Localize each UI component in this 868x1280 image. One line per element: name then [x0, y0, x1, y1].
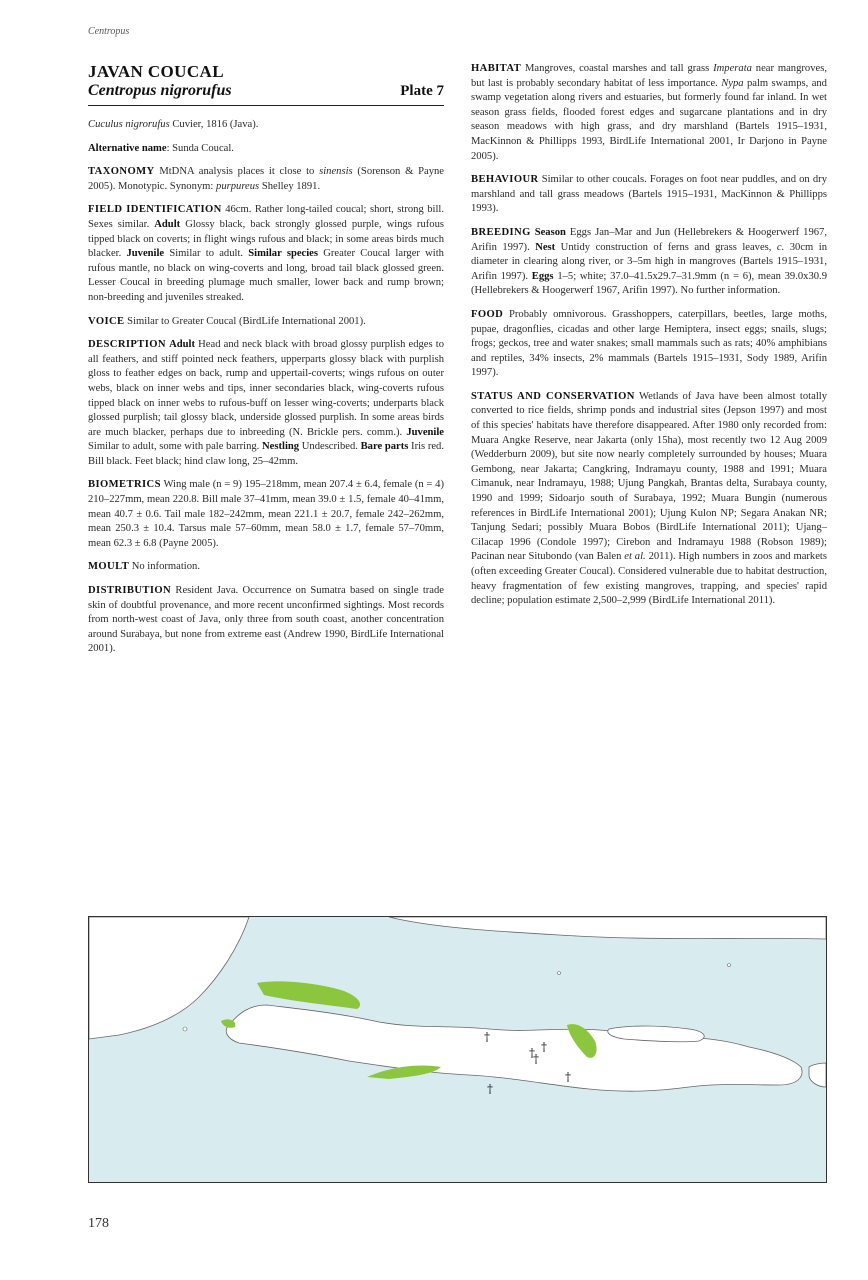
- field-id-label: Juvenile: [126, 248, 165, 260]
- alt-name-value: : Sunda Coucal.: [166, 142, 234, 154]
- distribution-text: Resident Java. Occurrence on Sumatra based on single trade skin of doubtful provenance, and more recent unconfirmed sightings. Most records from north-west coast of Java, only three from south coast, another concentration around Surabaya, but none from extreme east (Andrew 1990, BirdLife International 2001).: [88, 585, 444, 655]
- description-text: Iris red. Bill black. Feet black; hind claw long, 25–42mm.: [88, 441, 444, 467]
- island: [183, 1027, 187, 1031]
- field-id-text: Glossy black, back strongly glossed purple, wings rufous tipped black on coverts; in flight wings rufous and black; in some areas birds much blacker.: [88, 218, 445, 260]
- description-label: Adult: [169, 339, 196, 351]
- food-text: Probably omnivorous. Grasshoppers, caterpillars, beetles, large moths, pupae, dragonflies, cicadas and other large Hemiptera, insect eggs; snails, slugs; frogs; geckos, tree and water snakes; small mammals such as rats; 40% amphibians and reptiles, 34% insects, 2% mammals (Bartels 1915–1931, Sody 1989, Arifin 1997).: [471, 308, 827, 379]
- scientific-name: Centropus nigrorufus: [88, 82, 232, 99]
- distribution-map: [88, 916, 827, 1183]
- breeding-text: 30cm in diameter in clearing along river, or 3–5m high in mangroves (Bartels 1915–1931, Arifin 1997).: [471, 241, 827, 282]
- borneo-landmass: [389, 917, 826, 939]
- field-id-text: Similar to adult.: [164, 248, 249, 260]
- biometrics-section: [88, 478, 444, 551]
- description-label: Nestling: [262, 441, 300, 453]
- record-marker: †: [487, 1082, 493, 1096]
- moult-section: [88, 560, 444, 575]
- description-text: Similar to adult, some with pale barring.: [88, 441, 262, 453]
- alt-name-label: Alternative name: [88, 142, 167, 154]
- taxonomy-text: (Sorenson & Payne 2005). Monotypic. Synonym:: [88, 166, 444, 192]
- record-marker: †: [533, 1052, 539, 1066]
- taxonomy-section: [88, 165, 444, 194]
- field-id-label: Similar species: [248, 248, 319, 260]
- island: [728, 964, 731, 967]
- status-heading: STATUS AND CONSERVATION: [471, 390, 635, 402]
- field-identification-section: [88, 203, 444, 305]
- description-label: Juvenile: [406, 426, 444, 438]
- field-id-text: Greater Coucal larger with rufous mantle, no black on wing-coverts and long, broad tail black glossed green. Lesser Coucal in breeding plumage much smaller, lower back and rump brown; non-breeding and juveniles streaked.: [88, 248, 444, 303]
- status-section: [471, 390, 827, 609]
- left-column: [88, 62, 444, 666]
- citation-name: Cuculus nigrorufus: [88, 119, 170, 130]
- field-id-heading: FIELD IDENTIFICATION: [88, 204, 222, 216]
- species-title: JAVAN COUCAL: [88, 62, 224, 81]
- running-head: Centropus: [88, 26, 130, 37]
- behaviour-heading: BEHAVIOUR: [471, 174, 539, 186]
- taxonomy-text: MtDNA analysis places it close to: [154, 166, 320, 178]
- java-landmass: [226, 1005, 802, 1091]
- record-marker: †: [484, 1030, 490, 1044]
- taxonomy-text: purpureus: [216, 180, 260, 192]
- island: [558, 972, 561, 975]
- biometrics-text: Wing male (n = 9) 195–218mm, mean 207.4 ± 6.4, female (n = 4) 210–227mm, mean 220.8. Bill male 37–41mm, mean 39.0 ± 1.5, female 40–41mm, mean 40.7 ± 0.6. Tail male 182–242mm, mean 221.1 ± 20.7, female 242–262mm, mean 250.3 ± 10.4. Tarsus male 57–60mm, mean 58.0 ± 1.7, female 57–70mm, mean 62.3 ± 6.8 (Payne 2005).: [88, 479, 444, 549]
- status-text: Wetlands of Java have been almost totally converted to rice fields, shrimp ponds and industrial sites (Jepson 1997) and most of this species' habitats have therefore disappeared. After 1980 only recorded from: Muara Angke Reserve, near Jakarta (only 15ha), most recently two 12 Aug 2009 (Wedderburn 2009), but site now nearly completely surrounded by houses; Muara Gembong, near Jakarta; Cangkring, Indramayu county, 1988 and 1991; Muara Cimanuk, near Indramayu, 1988; Ujung Pangkah, Brantas delta, Surabaya county, 1990 and 1999; Sidoarjo south of Surabaya, 1992; Muara Bungin (numerous references in BirdLife International 2001); Ujung Kulon NP; Segara Anakan NR; Tanjung Sedari; possibly Muara Bobos (BirdLife International 2011); Ujang–Cilacap 1996 (Condole 1997); Cirebon and Indramayu 1988 (Robson 1989); Pacinan near Situbondo (van Balen: [471, 390, 828, 563]
- breeding-text: Untidy construction of ferns and grass leaves,: [555, 241, 777, 253]
- field-id-text: 46cm. Rather long-tailed coucal; short, strong bill. Sexes similar.: [88, 204, 444, 230]
- taxonomy-text: sinensis: [319, 166, 353, 178]
- description-heading: DESCRIPTION: [88, 339, 166, 351]
- voice-heading: VOICE: [88, 315, 125, 327]
- status-text: 2011). High numbers in zoos and markets (often exceeding Greater Coucal). Considered vulnerable due to habitat destruction, heavy fragmentation of few existing mangroves, trapping, and species' rapid decline; population estimate 2,500–2,999 (BirdLife International 2011).: [471, 551, 827, 607]
- habitat-section: [471, 62, 827, 164]
- breeding-text: Eggs Jan–Mar and Jun (Hellebrekers & Hoogerwerf 1967, Arifin 1997).: [471, 226, 827, 253]
- habitat-text: Nypa: [721, 77, 744, 89]
- description-label: Bare parts: [360, 441, 409, 453]
- habitat-text: near mangroves, but last is probably secondary habitat of less importance.: [471, 63, 827, 89]
- record-marker: †: [541, 1040, 547, 1054]
- breeding-text: 1–5; white; 37.0–41.5x29.7–31.9mm (n = 6), mean 39.0x30.9 (Hellebrekers & Hoogerwerf 1967, Arifin 1997). No further information.: [471, 270, 827, 297]
- description-section: [88, 338, 444, 469]
- field-id-label: Adult: [154, 218, 181, 230]
- record-marker: †: [565, 1070, 571, 1084]
- record-marker: †: [529, 1046, 535, 1060]
- behaviour-section: [471, 173, 827, 217]
- breeding-heading: BREEDING: [471, 226, 531, 238]
- right-column: [471, 62, 827, 618]
- distribution-heading: DISTRIBUTION: [88, 585, 172, 597]
- voice-text: Similar to Greater Coucal (BirdLife International 2001).: [124, 315, 366, 327]
- distribution-section: [88, 584, 444, 657]
- food-heading: FOOD: [471, 308, 504, 320]
- title-row: [88, 82, 444, 106]
- habitat-text: palm swamps, and swamp vegetation along rivers and estuaries, but formerly found far inland. In wet season grass fields, flooded forest edges and sugarcane plantations and in dry season meadows with high grass, and dry marshland (Bartels 1915–1931, MacKinnon & Phillipps 1993, BirdLife International 2001, Ir Darjono in Payne 2005).: [471, 77, 827, 162]
- bali-island: [809, 1063, 826, 1087]
- citation-rest: Cuvier, 1816 (Java).: [169, 119, 259, 130]
- habitat-text: Imperata: [713, 63, 752, 74]
- habitat-text: Mangroves, coastal marshes and tall grass: [521, 63, 714, 74]
- page-number: 178: [88, 1216, 109, 1231]
- taxonomy-text: Shelley 1891.: [259, 180, 321, 192]
- biometrics-heading: BIOMETRICS: [88, 479, 161, 491]
- status-text: et al.: [624, 551, 646, 563]
- behaviour-text: Similar to other coucals. Forages on foot near puddles, and on dry marshland and tall grass meadows (Bartels 1915–1931, MacKinnon & Phillipps 1993).: [471, 174, 827, 215]
- breeding-label: Season: [530, 226, 566, 238]
- voice-section: [88, 315, 444, 330]
- taxonomy-heading: TAXONOMY: [88, 166, 155, 178]
- range-area-west: [257, 981, 360, 1009]
- breeding-label: Nest: [535, 241, 556, 253]
- moult-heading: MOULT: [88, 561, 130, 573]
- description-text: Head and neck black with broad glossy purplish edges to all feathers, and stiff pointed neck feathers, upperparts glossy black with purplish gloss to feather edges on back, rump and uppertail-coverts; wings rufous on outer webs, black on inner webs and tips, inner secondaries black, wing-coverts rufous tipped black on inner webs to rufous-buff on lesser wing-coverts; underparts black glossed purplish; tail glossy black, underside glossed purplish. In some areas birds are much blacker, perhaps due to inbreeding (N. Brickle pers. comm.).: [88, 339, 444, 438]
- alternative-name: [88, 142, 444, 157]
- food-section: [471, 308, 827, 381]
- breeding-label: Eggs: [531, 270, 554, 282]
- description-text: Undescribed.: [299, 441, 361, 453]
- distribution-map-svg: [89, 917, 826, 1182]
- range-area-south: [367, 1065, 441, 1079]
- moult-text: No information.: [129, 561, 200, 573]
- breeding-text: c.: [776, 241, 785, 253]
- plate-reference: Plate 7: [400, 83, 444, 99]
- habitat-heading: HABITAT: [471, 63, 522, 74]
- citation: [88, 118, 444, 133]
- breeding-section: [471, 226, 827, 299]
